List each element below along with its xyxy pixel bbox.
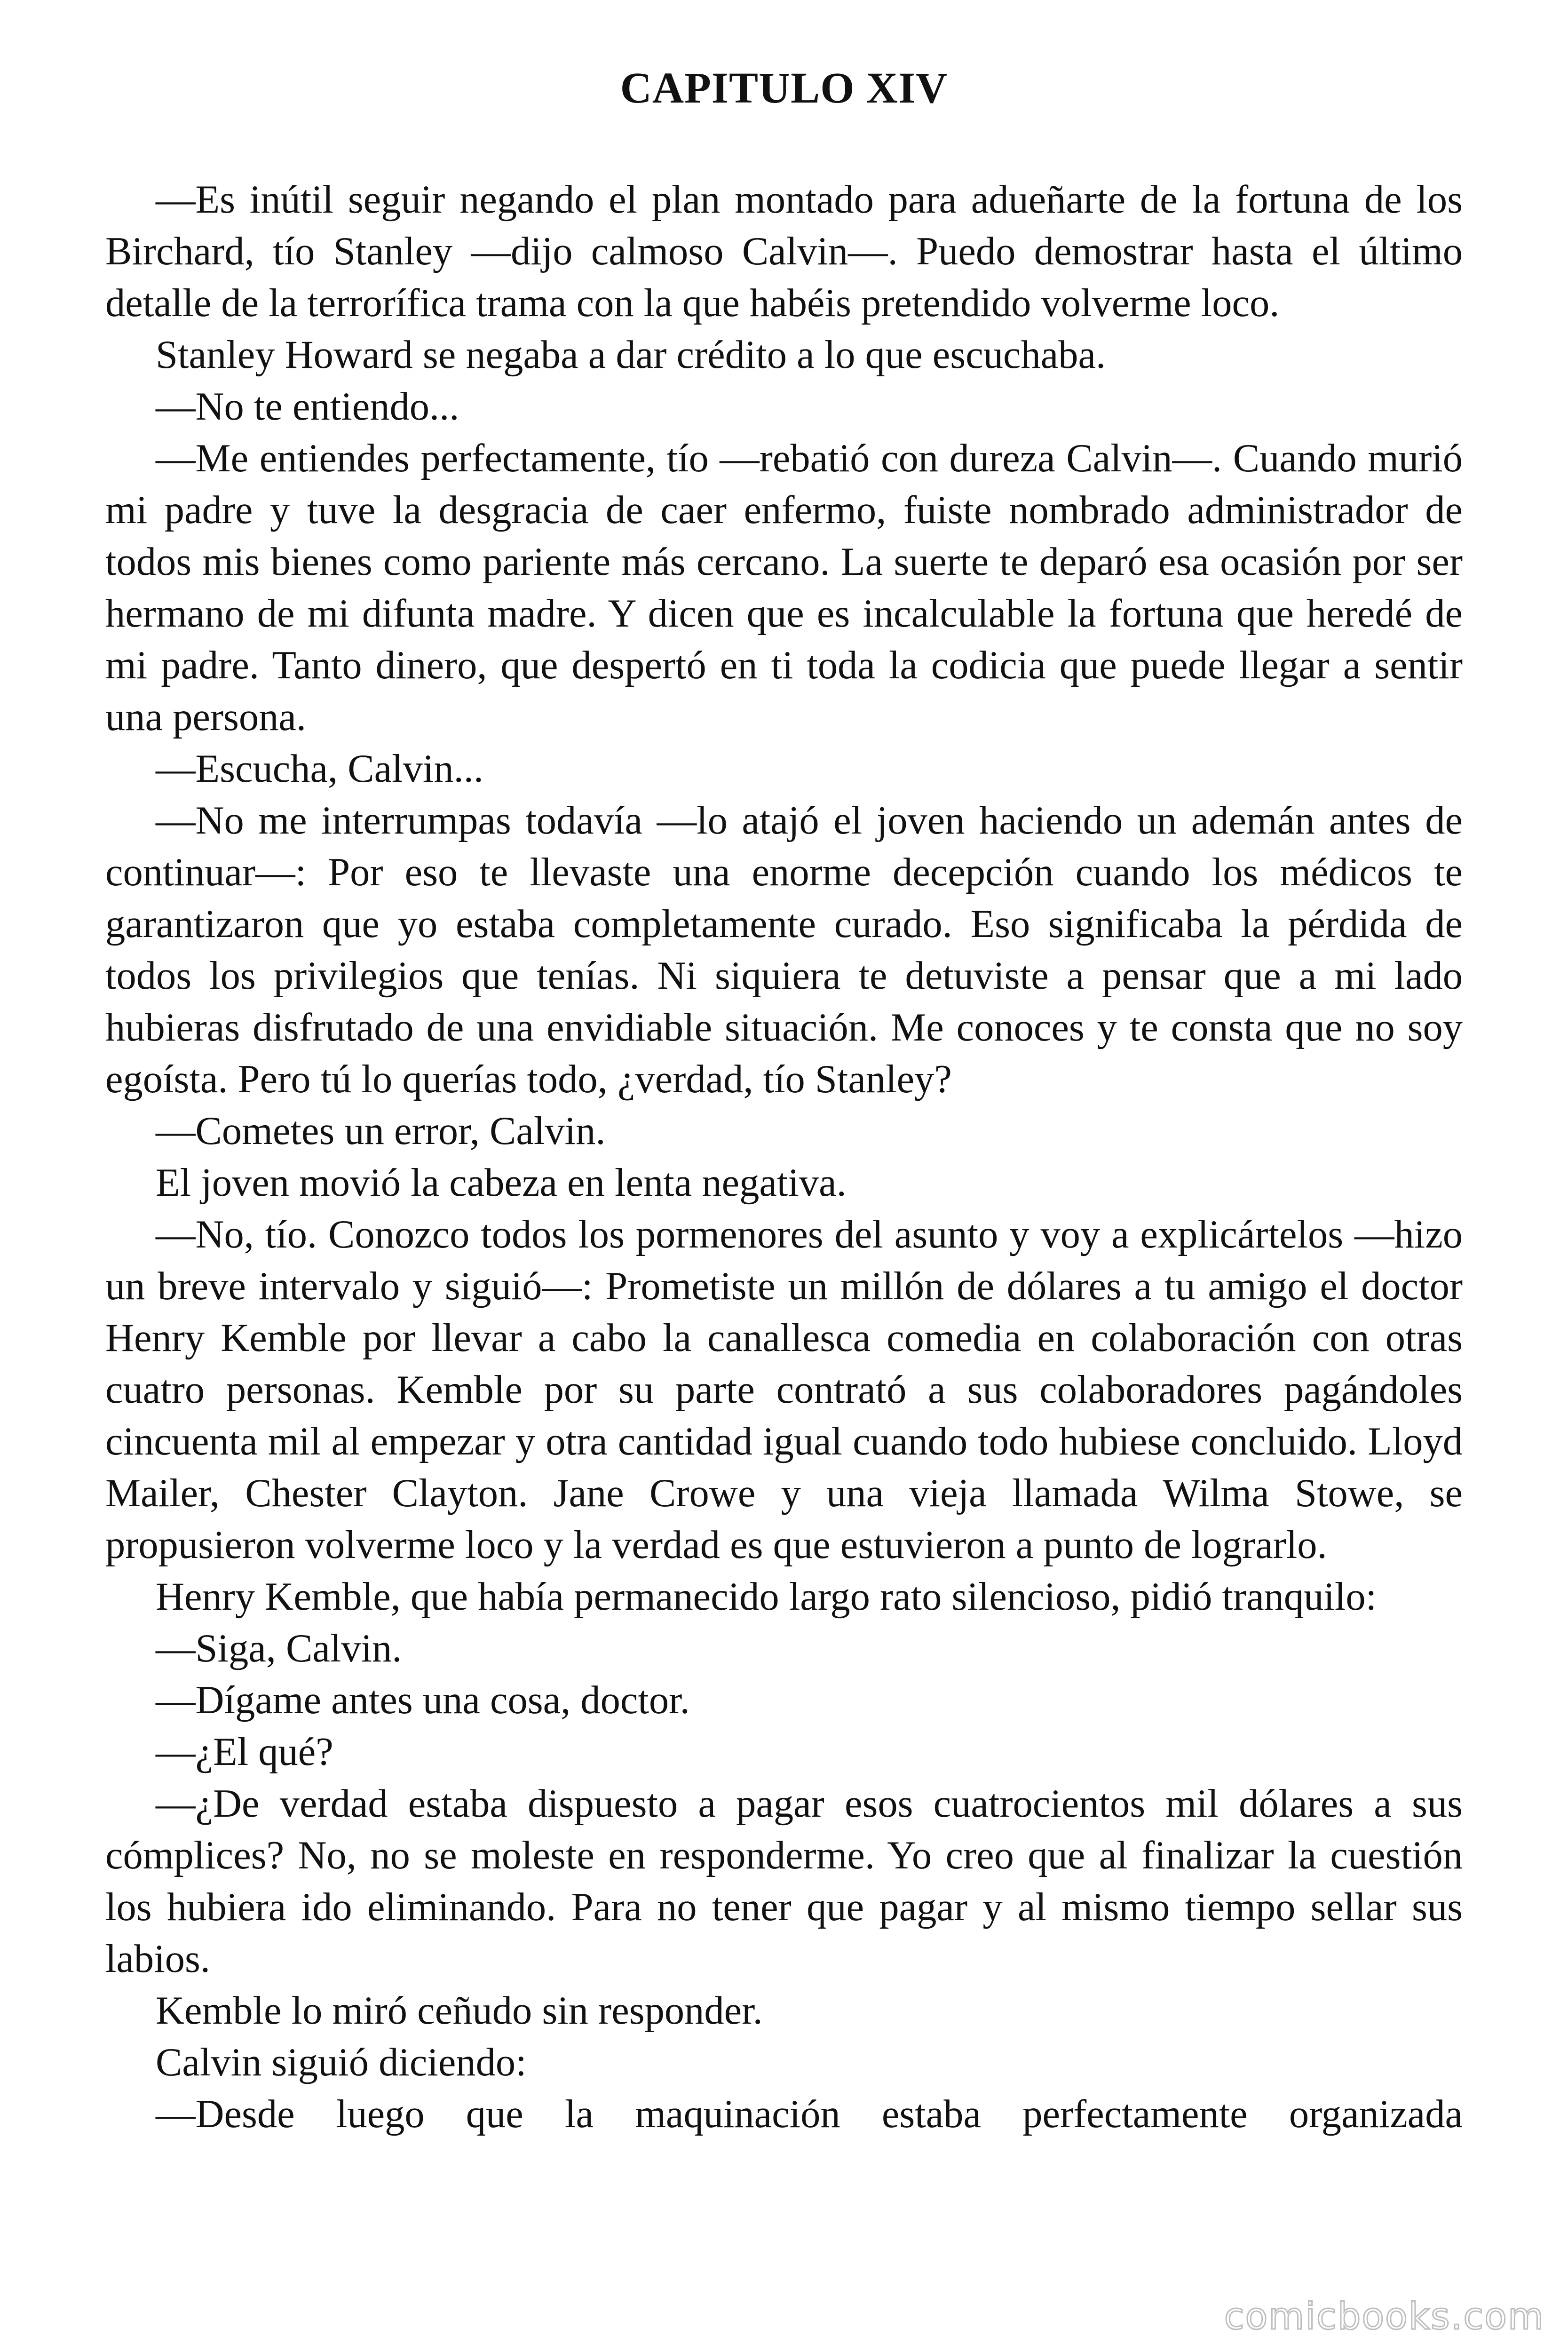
body-text	[105, 174, 1463, 2140]
paragraph: —Dígame antes una cosa, doctor.	[156, 1678, 690, 1722]
paragraph: —Me entiendes perfectamente, tío —rebatió con dureza Calvin—. Cuando murió mi padre y tuve la desgracia de caer enfermo, fuiste nombrado administrador de todos mis bienes como pariente más cercano. La suerte te deparó esa ocasión por ser hermano de mi difunta madre. Y dicen que es incalculable la fortuna que heredé de mi padre. Tanto dinero, que despertó en ti toda la codicia que puede llegar a sentir una persona.	[105, 437, 1463, 739]
paragraph: —No, tío. Conozco todos los pormenores del asunto y voy a explicártelos —hizo un breve intervalo y siguió—: Prometiste un millón de dólares a tu amigo el doctor Henry Kemble por llevar a cabo la canallesca comedia en colaboración con otras cuatro personas. Kemble por su parte contrató a sus colaboradores pagándoles cincuenta mil al empezar y otra cantidad igual cuando todo hubiese concluido. Lloyd Mailer, Chester Clayton. Jane Crowe y una vieja llamada Wilma Stowe, se propusieron volverme loco y la verdad es que estuvieron a punto de lograrlo.	[105, 1213, 1463, 1567]
paragraph: —Es inútil seguir negando el plan montado para adueñarte de la fortuna de los Birchard, tío Stanley —dijo calmoso Calvin—. Puedo demostrar hasta el último detalle de la terrorífica trama con la que habéis pretendido volverme loco.	[105, 178, 1463, 325]
paragraph: —No me interrumpas todavía —lo atajó el joven haciendo un ademán antes de continuar—: Por eso te llevaste una enorme decepción cuando los médicos te garantizaron que yo estaba completamente curado. Eso significaba la pérdida de todos los privilegios que tenías. Ni siquiera te detuviste a pensar que a mi lado hubieras disfrutado de una envidiable situación. Me conoces y te consta que no soy egoísta. Pero tú lo querías todo, ¿verdad, tío Stanley?	[105, 799, 1463, 1101]
paragraph: El joven movió la cabeza en lenta negativa.	[156, 1161, 847, 1205]
paragraph: —Escucha, Calvin...	[156, 747, 483, 791]
paragraph: —¿De verdad estaba dispuesto a pagar esos cuatrocientos mil dólares a sus cómplices? No, no se moleste en responderme. Yo creo que al finalizar la cuestión los hubiera ido eliminando. Para no tener que pagar y al mismo tiempo sellar sus labios.	[105, 1782, 1463, 1981]
watermark: comicbooks.com	[1224, 2296, 1544, 2338]
paragraph: Henry Kemble, que había permanecido largo rato silencioso, pidió tranquilo:	[156, 1575, 1377, 1619]
chapter-title: CAPITULO XIV	[620, 64, 948, 112]
paragraph: Stanley Howard se negaba a dar crédito a lo que escuchaba.	[156, 333, 1106, 377]
paragraph: —Siga, Calvin.	[156, 1627, 402, 1670]
paragraph: —Cometes un error, Calvin.	[156, 1109, 606, 1153]
paragraph: —Desde luego que la maquinación estaba perfectamente organizada	[156, 2092, 1463, 2136]
paragraph: —No te entiendo...	[156, 385, 459, 429]
paragraph: Calvin siguió diciendo:	[156, 2041, 527, 2084]
paragraph: —¿El qué?	[156, 1730, 333, 1774]
paragraph: Kemble lo miró ceñudo sin responder.	[156, 1989, 763, 2033]
